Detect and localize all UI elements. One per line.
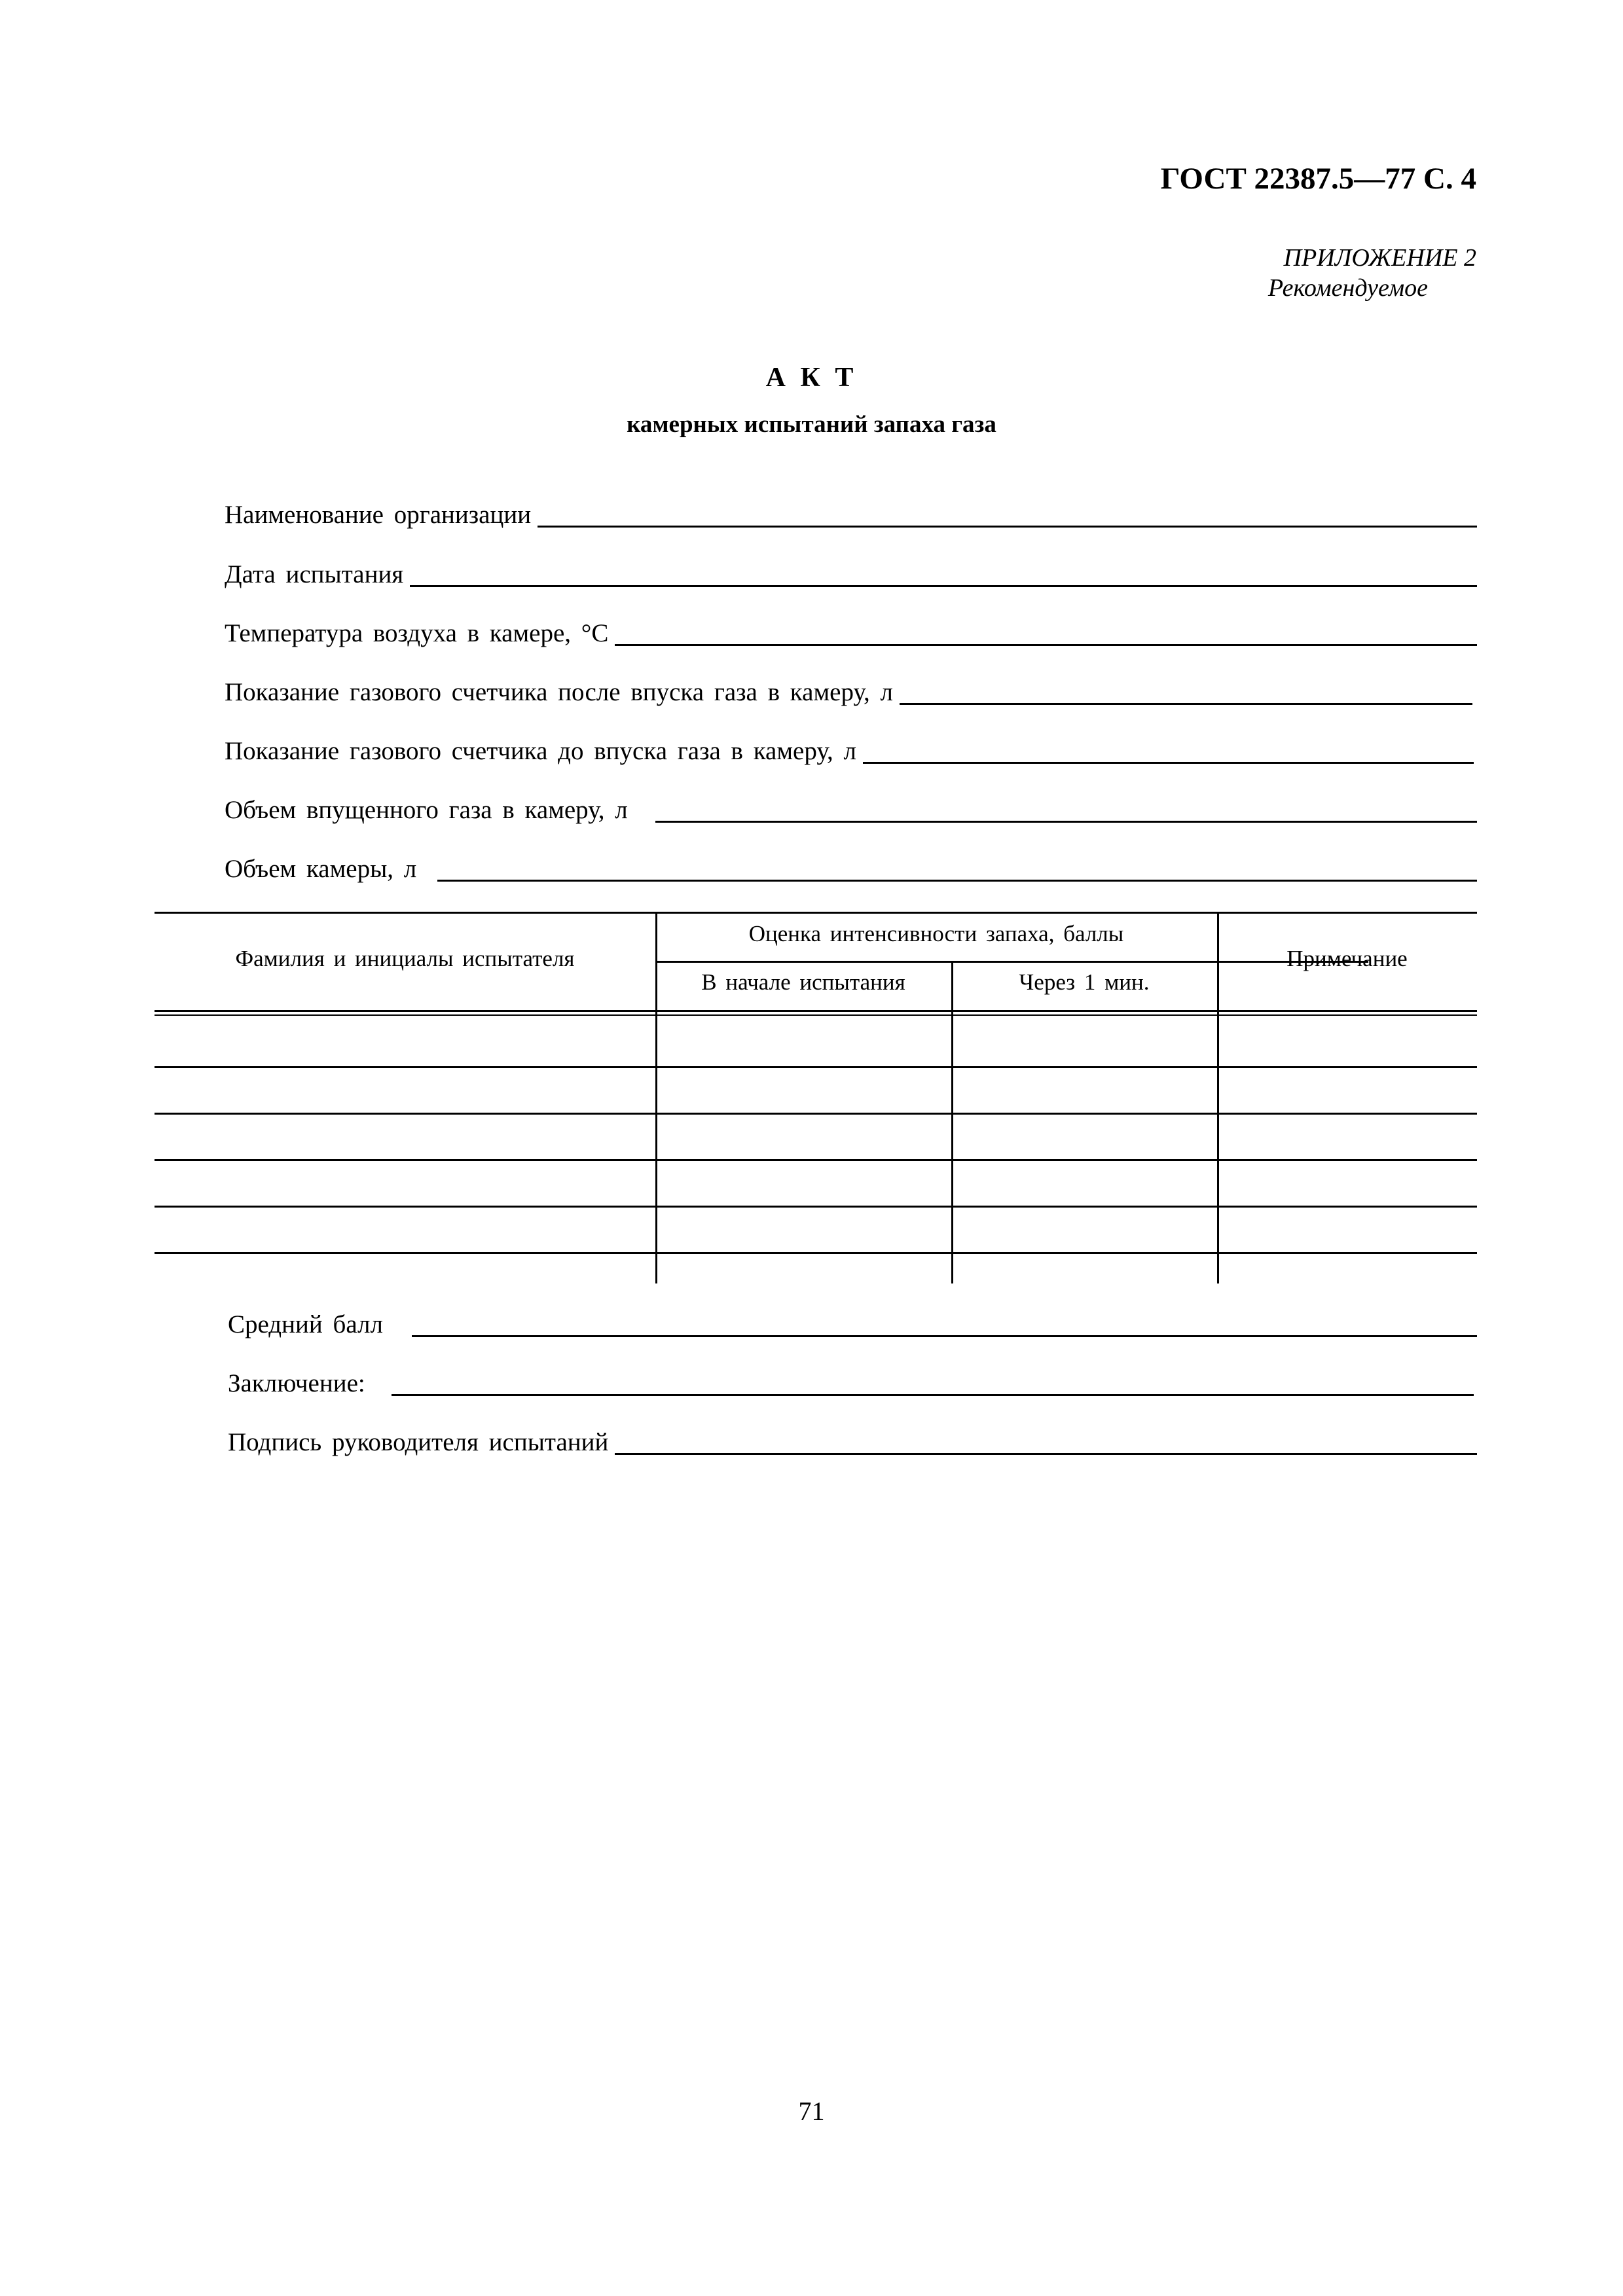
- column-divider-name: [655, 912, 657, 1283]
- air-temp-field: [225, 616, 1477, 646]
- conclusion-field: [228, 1366, 1474, 1396]
- test-date-fill-line[interactable]: [410, 584, 1477, 587]
- organization-label: Наименование организации: [225, 501, 532, 529]
- average-score-label: Средний балл: [228, 1310, 383, 1338]
- signature-label: Подпись руководителя испытаний: [228, 1428, 609, 1456]
- chamber-volume-label: Объем камеры, л: [225, 855, 417, 883]
- column-header-note: Примечание: [1286, 946, 1408, 971]
- header-bottom-border: [155, 1010, 1477, 1012]
- table-row-line: [155, 1066, 1477, 1068]
- column-header-name: Фамилия и инициалы испытателя: [235, 946, 575, 971]
- conclusion-fill-line[interactable]: [392, 1393, 1474, 1396]
- meter-before-field: [225, 734, 1474, 764]
- meter-after-fill-line[interactable]: [900, 702, 1472, 705]
- test-date-field: [225, 557, 1477, 587]
- column-header-score-group: Оценка интенсивности запаха, баллы: [748, 921, 1124, 946]
- air-temp-fill-line[interactable]: [615, 643, 1477, 646]
- column-header-1min: Через 1 мин.: [1019, 969, 1150, 995]
- table-top-border: [155, 912, 1477, 914]
- column-header-start: В начале испытания: [701, 969, 905, 995]
- table-row-line: [155, 1252, 1477, 1254]
- gas-volume-field: [225, 793, 1477, 823]
- header-bottom-border-second: [155, 1014, 1477, 1016]
- document-title: А К Т: [765, 363, 858, 393]
- gas-volume-label: Объем впущенного газа в камеру, л: [225, 796, 628, 824]
- conclusion-label: Заключение:: [228, 1369, 365, 1397]
- signature-fill-line[interactable]: [615, 1452, 1477, 1455]
- average-score-fill-line[interactable]: [412, 1335, 1477, 1337]
- air-temp-label: Температура воздуха в камере, °С: [225, 619, 609, 647]
- page-number: 71: [798, 2096, 825, 2126]
- chamber-volume-field: [225, 852, 1477, 882]
- signature-field: [228, 1425, 1477, 1455]
- document-subtitle: камерных испытаний запаха газа: [627, 411, 996, 438]
- organization-field: [225, 497, 1477, 528]
- organization-fill-line[interactable]: [538, 525, 1477, 528]
- appendix-label: ПРИЛОЖЕНИЕ 2: [1283, 244, 1476, 272]
- gas-volume-fill-line[interactable]: [655, 820, 1477, 823]
- table-row-line: [155, 1159, 1477, 1161]
- average-score-field: [228, 1307, 1477, 1337]
- table-row-line: [155, 1113, 1477, 1115]
- meter-after-field: [225, 675, 1472, 705]
- test-date-label: Дата испытания: [225, 560, 404, 588]
- chamber-volume-fill-line[interactable]: [437, 879, 1477, 882]
- column-divider-start: [951, 961, 953, 1283]
- meter-after-label: Показание газового счетчика после впуска газа в камеру, л: [225, 678, 893, 706]
- meter-before-fill-line[interactable]: [863, 761, 1474, 764]
- meter-before-label: Показание газового счетчика до впуска газа в камеру, л: [225, 737, 856, 765]
- appendix-type: Рекомендуемое: [1267, 274, 1428, 302]
- table-row-line: [155, 1206, 1477, 1208]
- test-results-table: [155, 912, 1477, 1283]
- document-code: ГОСТ 22387.5—77 С. 4: [1160, 162, 1476, 196]
